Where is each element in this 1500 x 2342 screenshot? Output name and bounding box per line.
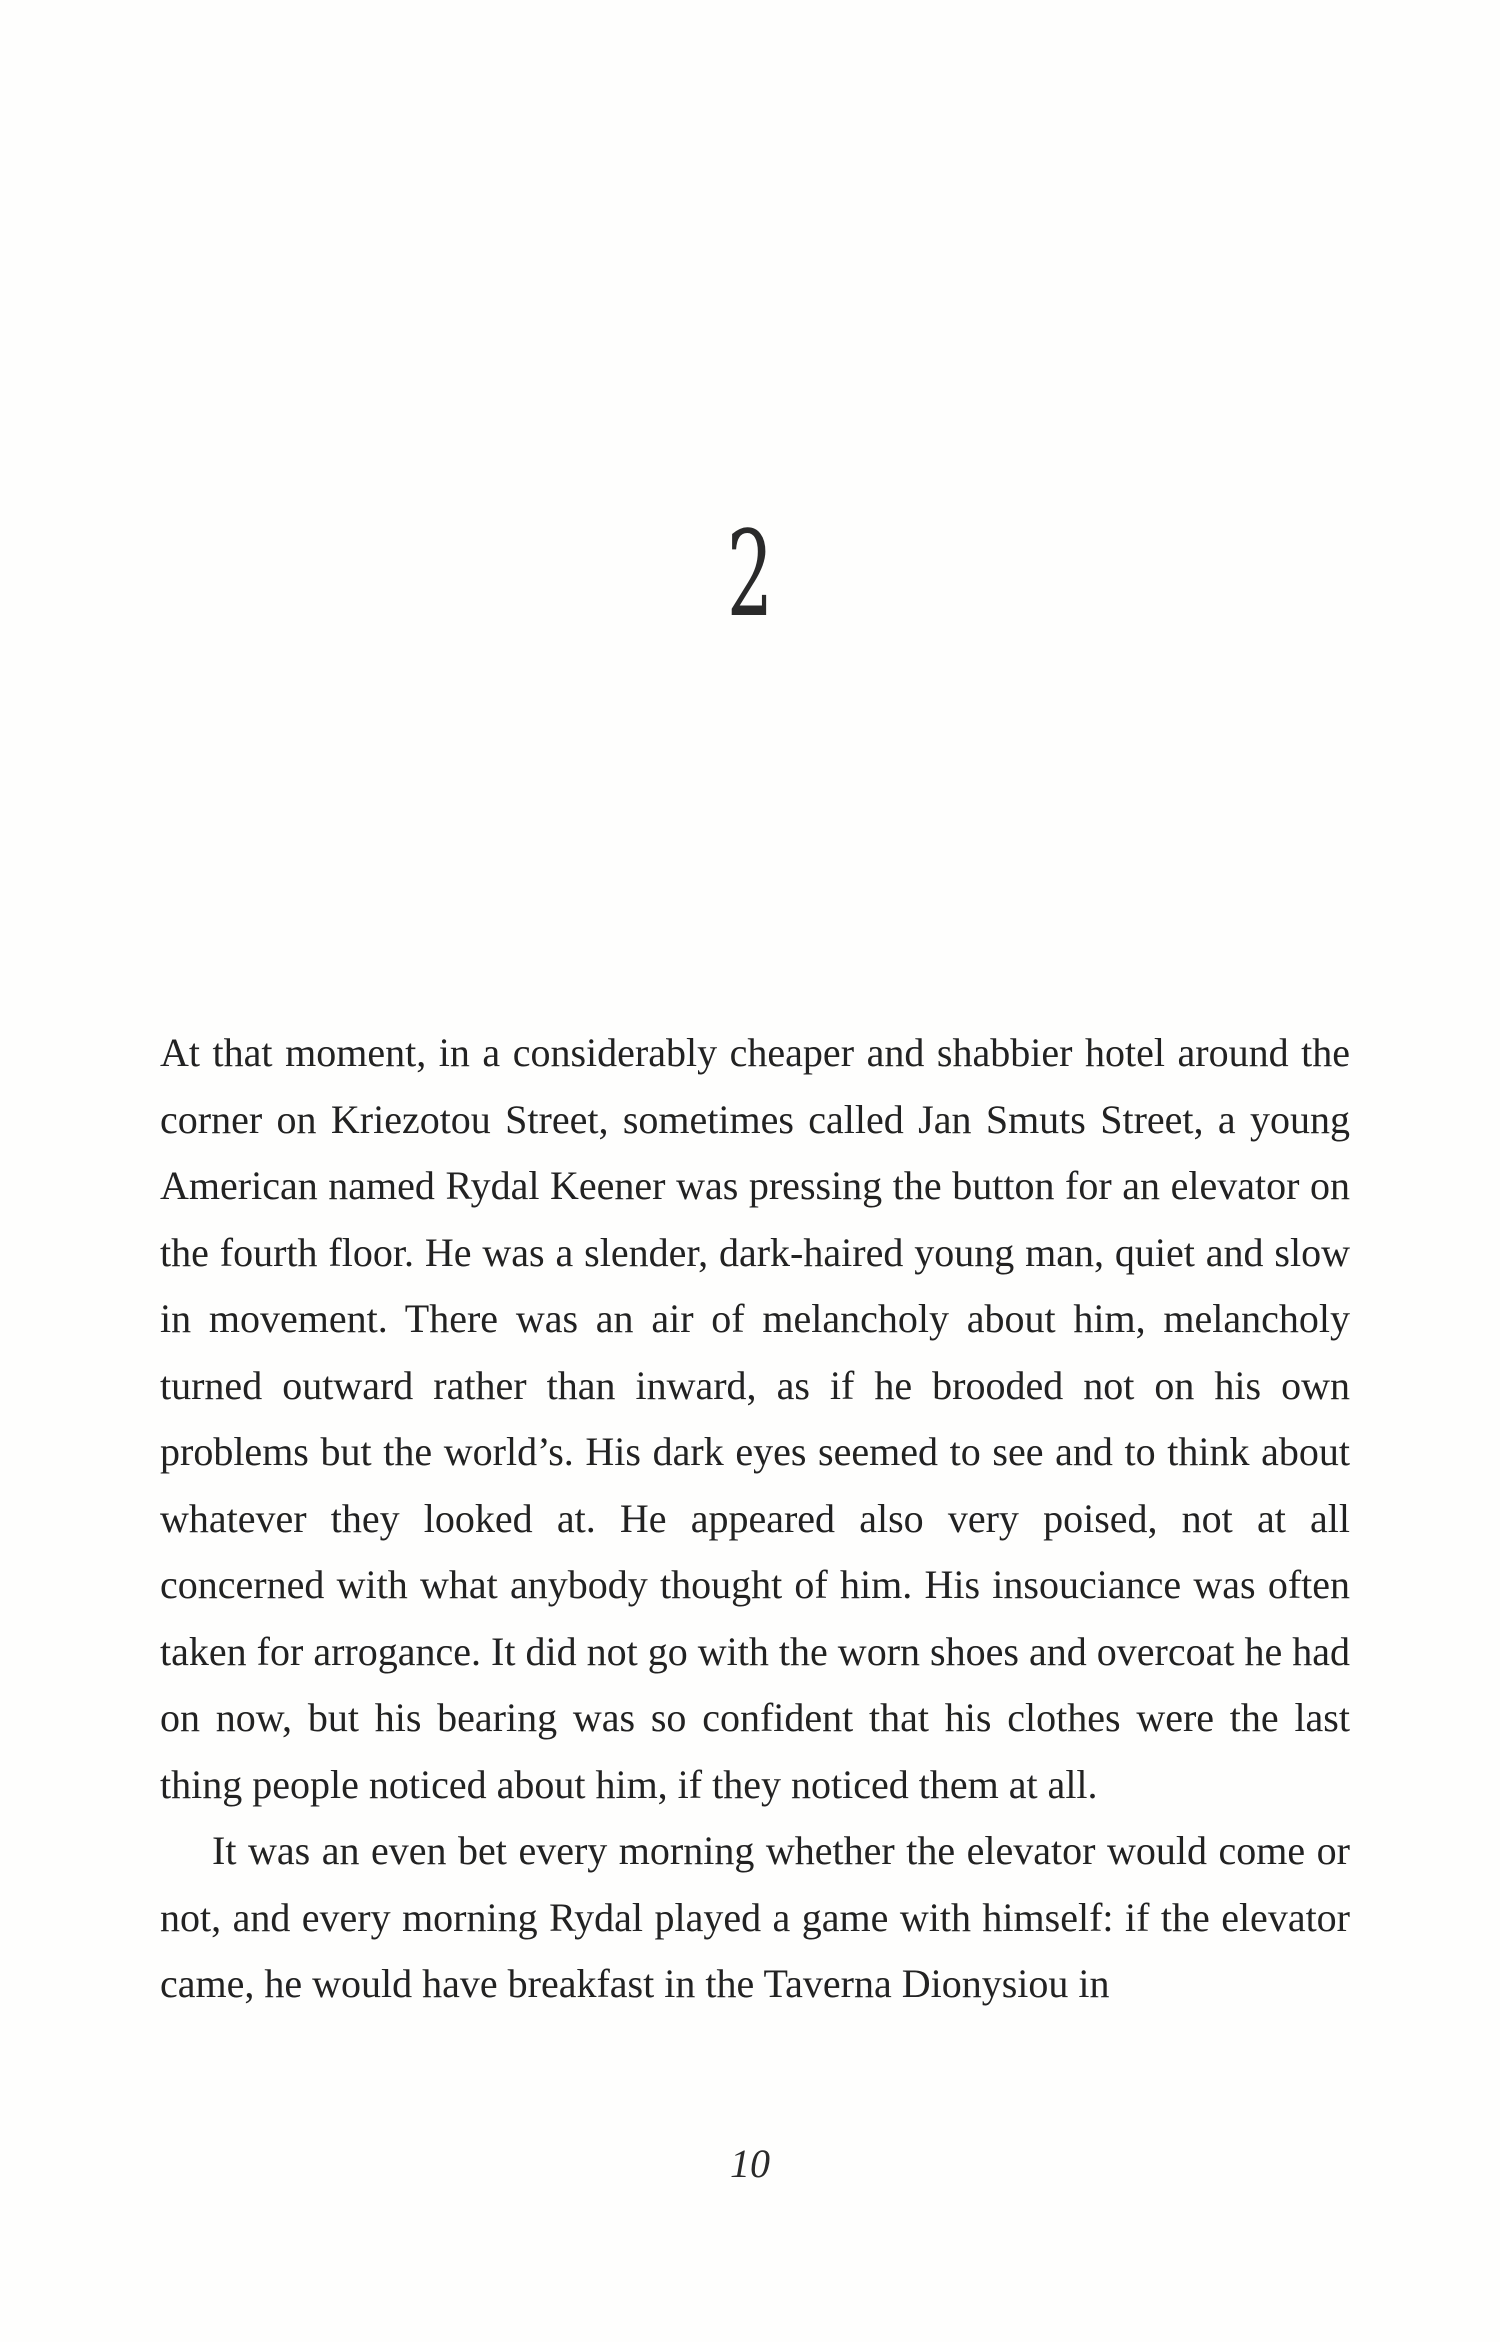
body-text [160,1020,1350,2018]
paragraph-1: At that moment, in a considerably cheaper and shabbier hotel around the corner on Kriezotou Street, sometimes called Jan Smuts Street, a young American named Rydal Keener was pressing the button for an elevator on the fourth floor. He was a slender, dark-haired young man, quiet and slow in movement. There was an air of melancholy about him, melancholy turned outward rather than inward, as if he brooded not on his own problems but the world’s. His dark eyes seemed to see and to think about whatever they looked at. He appeared also very poised, not at all concerned with what anybody thought of him. His insouciance was often taken for arrogance. It did not go with the worn shoes and overcoat he had on now, but his bearing was so confident that his clothes were the last thing people noticed about him, if they noticed them at all. [160,1030,1350,1807]
page-number: 10 [730,2141,770,2186]
chapter-number: 2 [726,505,774,643]
paragraph-2: It was an even bet every morning whether the elevator would come or not, and every morning Rydal played a game with himself: if the elevator came, he would have breakfast in the Taverna Dionysiou in [160,1828,1350,2006]
